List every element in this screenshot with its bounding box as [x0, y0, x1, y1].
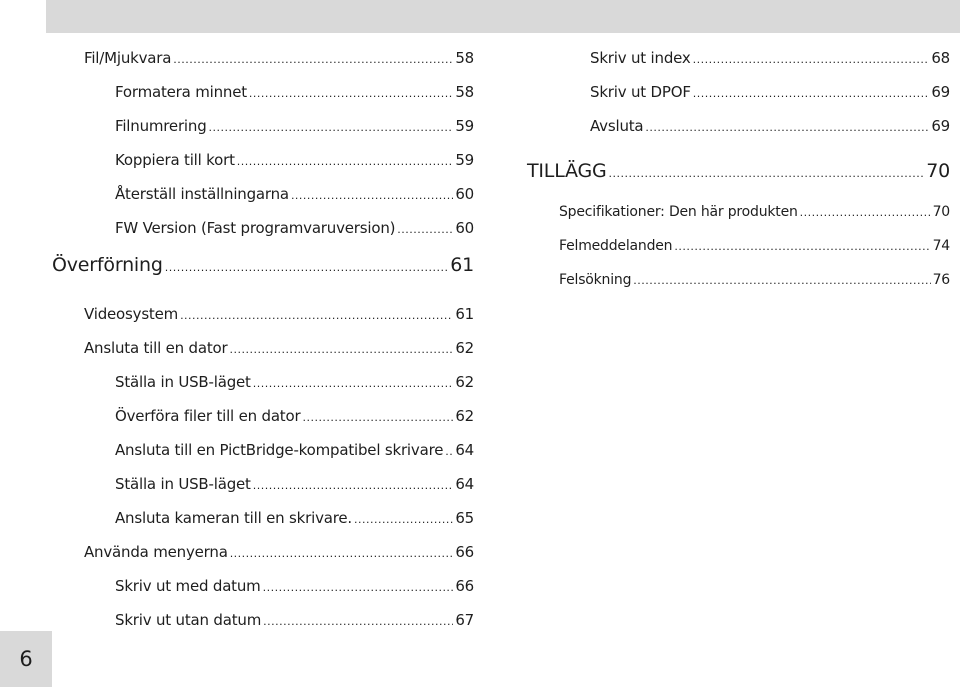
toc-entry-title: Skriv ut utan datum: [115, 611, 262, 629]
toc-entry-page: 65: [455, 509, 474, 527]
toc-entry-page: 69: [931, 117, 950, 135]
page-number: 6: [19, 647, 33, 671]
dot-leader: [263, 581, 454, 594]
toc-entry-title: Formatera minnet: [115, 83, 247, 101]
toc-entry[interactable]: [115, 611, 474, 629]
dot-leader: [609, 167, 925, 180]
toc-section-entry[interactable]: [527, 160, 950, 182]
toc-entry-page: 62: [455, 407, 474, 425]
dot-leader: [263, 615, 453, 628]
toc-entry-page: 64: [455, 475, 474, 493]
dot-leader: [165, 261, 449, 274]
header-bar: [46, 0, 960, 33]
toc-entry-page: 62: [455, 373, 474, 391]
toc-entry-page: 69: [931, 83, 950, 101]
toc-entry-page: 58: [455, 83, 474, 101]
dot-leader: [253, 479, 454, 492]
toc-entry-title: Skriv ut index: [590, 49, 691, 67]
toc-entry[interactable]: [590, 117, 950, 135]
toc-entry-title: FW Version (Fast programvaruversion): [115, 219, 396, 237]
toc-entry-page: 67: [455, 611, 474, 629]
toc-entry-title: Felmeddelanden: [559, 238, 673, 254]
dot-leader: [302, 411, 453, 424]
toc-entry[interactable]: [115, 441, 474, 459]
toc-entry[interactable]: [115, 151, 474, 169]
toc-entry-title: Felsökning: [559, 272, 632, 288]
toc-entry-page: 70: [932, 204, 950, 220]
toc-entry[interactable]: [84, 49, 474, 67]
toc-entry-title: Filnumrering: [115, 117, 207, 135]
dot-leader: [180, 309, 453, 322]
toc-entry[interactable]: [115, 185, 474, 203]
toc-entry[interactable]: [559, 272, 950, 288]
toc-entry-title: Fil/Mjukvara: [84, 49, 172, 67]
toc-entry[interactable]: [115, 577, 474, 595]
toc-entry-title: TILLÄGG: [527, 160, 607, 182]
toc-entry-page: 61: [450, 254, 474, 276]
toc-entry-page: 66: [455, 577, 474, 595]
dot-leader: [397, 223, 453, 236]
toc-entry-page: 58: [455, 49, 474, 67]
toc-entry-title: Ställa in USB-läget: [115, 373, 251, 391]
toc-entry-title: Skriv ut DPOF: [590, 83, 691, 101]
toc-entry[interactable]: [590, 49, 950, 67]
toc-entry[interactable]: [115, 509, 474, 527]
toc-entry[interactable]: [115, 83, 474, 101]
toc-entry-page: 61: [455, 305, 474, 323]
toc-entry-page: 60: [455, 219, 474, 237]
dot-leader: [445, 445, 453, 458]
toc-section-entry[interactable]: [52, 254, 474, 276]
toc-entry-title: Återställ inställningarna: [115, 185, 289, 203]
toc-entry[interactable]: [115, 373, 474, 391]
toc-entry-title: Överföra filer till en dator: [115, 407, 301, 425]
toc-entry-page: 64: [455, 441, 474, 459]
toc-entry[interactable]: [115, 219, 474, 237]
toc-entry-page: 59: [455, 117, 474, 135]
toc-entry-page: 66: [455, 543, 474, 561]
toc-entry-page: 74: [932, 238, 950, 254]
toc-entry-page: 76: [932, 272, 950, 288]
dot-leader: [693, 87, 930, 100]
dot-leader: [230, 343, 454, 356]
toc-entry[interactable]: [84, 305, 474, 323]
dot-leader: [633, 274, 930, 287]
dot-leader: [291, 189, 453, 202]
toc-entry-page: 68: [931, 49, 950, 67]
toc-entry[interactable]: [115, 475, 474, 493]
toc-entry-title: Överförning: [52, 254, 163, 276]
toc-entry-page: 59: [455, 151, 474, 169]
dot-leader: [209, 121, 454, 134]
dot-leader: [645, 121, 929, 134]
toc-entry-title: Specifikationer: Den här produkten: [559, 204, 798, 220]
toc-entry-title: Ansluta kameran till en skrivare.: [115, 509, 352, 527]
toc-entry[interactable]: [590, 83, 950, 101]
toc-entry-page: 70: [926, 160, 950, 182]
toc-entry-title: Ansluta till en dator: [84, 339, 228, 357]
toc-entry[interactable]: [115, 407, 474, 425]
toc-entry[interactable]: [115, 117, 474, 135]
dot-leader: [230, 547, 454, 560]
toc-entry-title: Koppiera till kort: [115, 151, 235, 169]
toc-entry-title: Ställa in USB-läget: [115, 475, 251, 493]
toc-entry-page: 62: [455, 339, 474, 357]
toc-entry-title: Avsluta: [590, 117, 644, 135]
dot-leader: [354, 513, 453, 526]
dot-leader: [173, 53, 453, 66]
toc-entry[interactable]: [84, 339, 474, 357]
toc-entry-title: Ansluta till en PictBridge-kompatibel skrivare: [115, 441, 444, 459]
toc-entry-page: 60: [455, 185, 474, 203]
dot-leader: [253, 377, 454, 390]
dot-leader: [693, 53, 930, 66]
toc-entry[interactable]: [84, 543, 474, 561]
dot-leader: [800, 206, 931, 219]
toc-entry-title: Använda menyerna: [84, 543, 228, 561]
toc-entry-title: Skriv ut med datum: [115, 577, 261, 595]
dot-leader: [249, 87, 453, 100]
toc-entry[interactable]: [559, 238, 950, 254]
toc-entry[interactable]: [559, 204, 950, 220]
dot-leader: [237, 155, 454, 168]
dot-leader: [674, 240, 930, 253]
toc-entry-title: Videosystem: [84, 305, 179, 323]
